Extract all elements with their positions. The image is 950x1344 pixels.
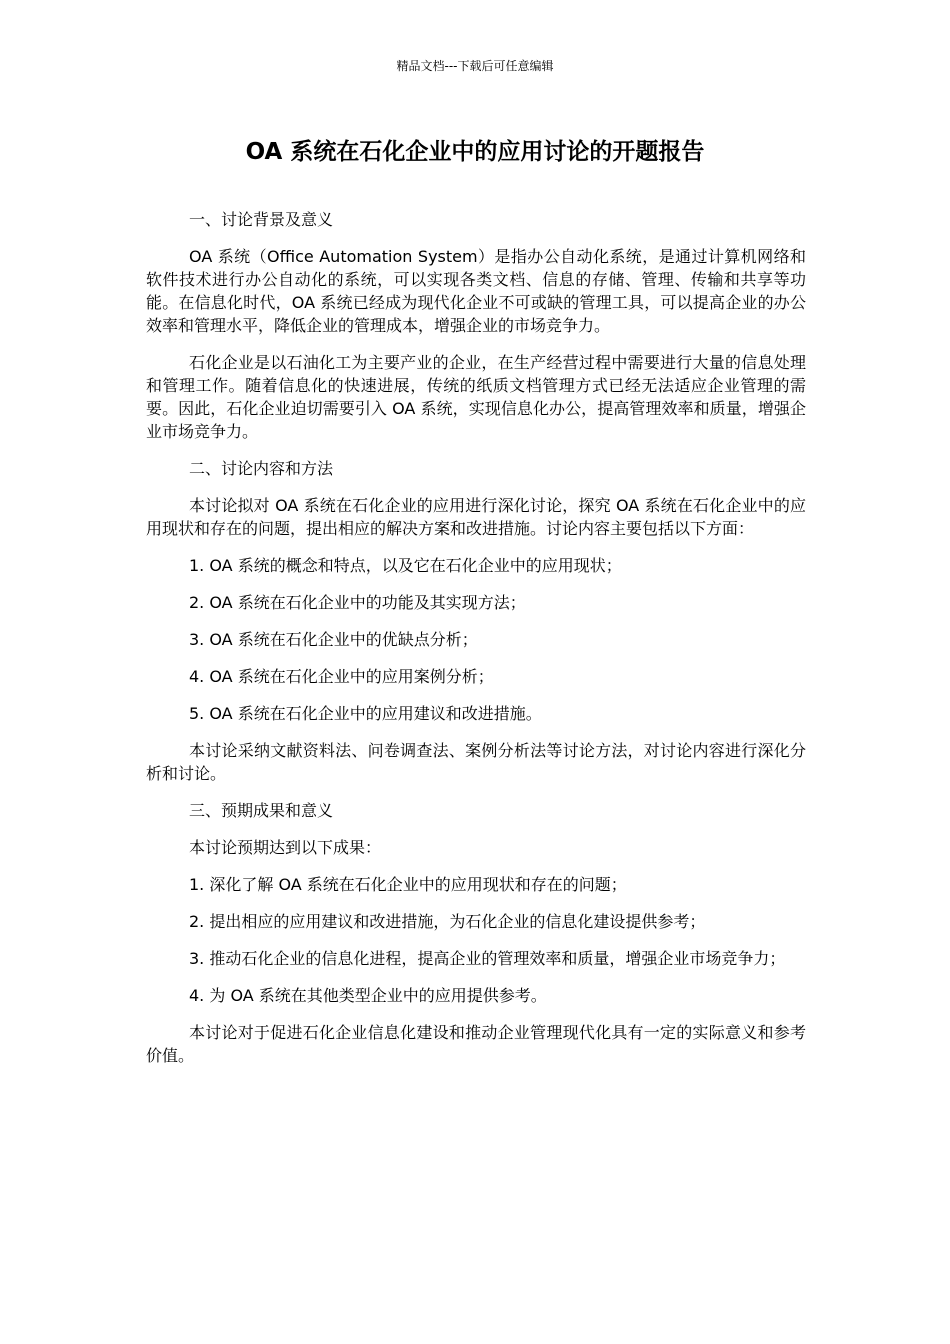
list-item-content-1: 1. OA 系统的概念和特点，以及它在石化企业中的应用现状； [189,556,622,575]
document-title: OA 系统在石化企业中的应用讨论的开题报告 [245,139,705,165]
list-item-result-3: 3. 推动石化企业的信息化进程，提高企业的管理效率和质量，增强企业市场竞争力； [189,949,786,968]
list-item-result-2: 2. 提出相应的应用建议和改进措施，为石化企业的信息化建设提供参考； [189,912,706,931]
list-item-content-5: 5. OA 系统在石化企业中的应用建议和改进措施。 [189,704,542,723]
paragraph-research-scope: 本讨论拟对 OA 系统在石化企业的应用进行深化讨论，探究 OA 系统在石化企业中的应用现状和存在的问题，提出相应的解决方案和改进措施。讨论内容主要包括以下方面： [146,496,806,538]
section-heading-background: 一、讨论背景及意义 [189,210,334,229]
document-body [146,208,806,1081]
paragraph-oa-definition: OA 系统（Office Automation System）是指办公自动化系统，是通过计算机网络和软件技术进行办公自动化的系统，可以实现各类文档、信息的存储、管理、传输和共享等功能。在信息化时代，OA 系统已经成为现代化企业不可或缺的管理工具，可以提高企业的办公效率和管理水平，降低企业的管理成本，增强企业的市场竞争力。 [146,247,806,335]
paragraph-results-intro: 本讨论预期达到以下成果： [189,838,382,857]
list-item-content-3: 3. OA 系统在石化企业中的优缺点分析； [189,630,478,649]
paragraph-conclusion: 本讨论对于促进石化企业信息化建设和推动企业管理现代化具有一定的实际意义和参考价值。 [146,1023,806,1065]
section-heading-expected-results: 三、预期成果和意义 [189,801,334,820]
section-heading-content-methods: 二、讨论内容和方法 [189,459,334,478]
list-item-content-4: 4. OA 系统在石化企业中的应用案例分析； [189,667,494,686]
page-header: 精品文档---下载后可任意编辑 [396,59,554,73]
paragraph-research-methods: 本讨论采纳文献资料法、问卷调查法、案例分析法等讨论方法，对讨论内容进行深化分析和讨论。 [146,741,806,783]
list-item-content-2: 2. OA 系统在石化企业中的功能及其实现方法； [189,593,526,612]
list-item-result-4: 4. 为 OA 系统在其他类型企业中的应用提供参考。 [189,986,547,1005]
paragraph-petrochemical-need: 石化企业是以石油化工为主要产业的企业，在生产经营过程中需要进行大量的信息处理和管理工作。随着信息化的快速进展，传统的纸质文档管理方式已经无法适应企业管理的需要。因此，石化企业迫切需要引入 OA 系统，实现信息化办公，提高管理效率和质量，增强企业市场竞争力。 [146,353,806,441]
list-item-result-1: 1. 深化了解 OA 系统在石化企业中的应用现状和存在的问题； [189,875,627,894]
